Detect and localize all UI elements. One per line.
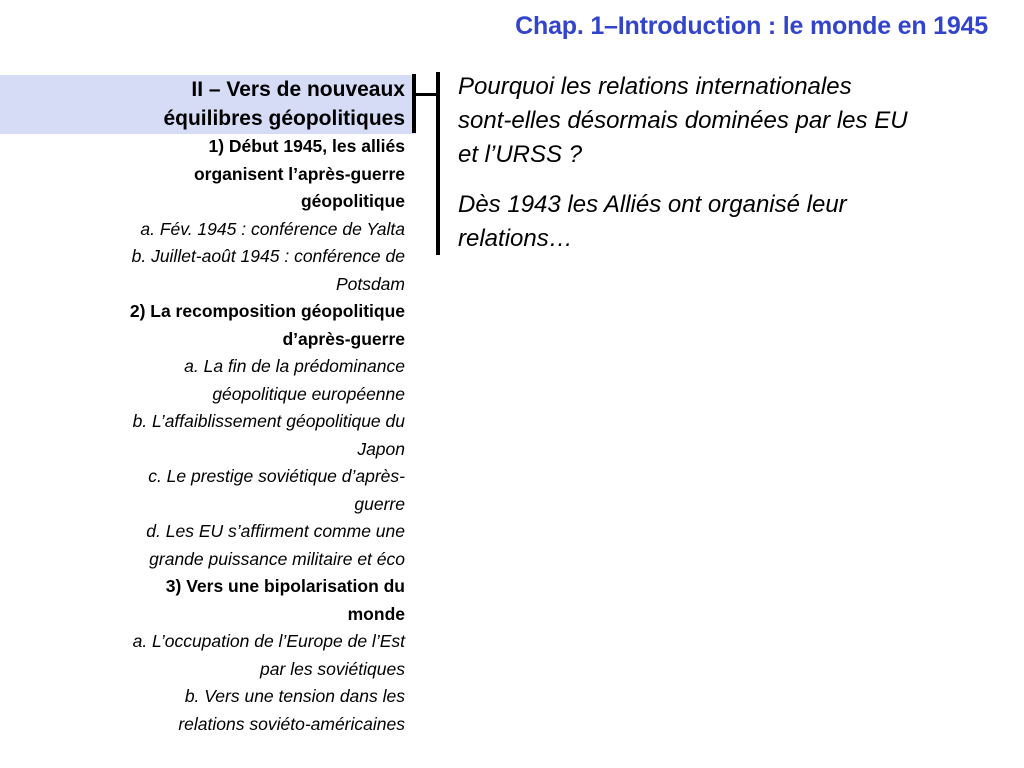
outline-section-line: 3) Vers une bipolarisation du [165, 576, 405, 596]
outline-subitem-line: Japon [357, 438, 405, 459]
outline-subitem-line: a. L’occupation de l’Europe de l’Est [132, 631, 405, 651]
question-line-1: Pourquoi les relations internationales [458, 73, 852, 100]
outline-subitem-line: relations soviéto-américaines [178, 713, 405, 734]
outline-subitem-line: a. La fin de la prédominance [184, 356, 405, 376]
outline-subitem-line: a. Fév. 1945 : conférence de Yalta [140, 218, 405, 239]
outline-subitem-line: grande puissance militaire et éco [149, 548, 405, 569]
question-line-2: sont-elles désormais dominées par les EU [458, 107, 908, 134]
outline-section-line: 2) La recomposition géopolitique [129, 301, 405, 321]
outline-section-line: monde [347, 603, 405, 624]
outline-section-line: organisent l’après-guerre [193, 163, 405, 184]
title-bar [0, 0, 1024, 58]
outline-subitem-line: guerre [354, 493, 405, 514]
outline-heading-line-1: II – Vers de nouveaux [191, 78, 405, 101]
outline-subitem-line: b. Vers une tension dans les [184, 686, 405, 706]
bracket-right-bar [436, 72, 440, 255]
outline-section-line: d’après-guerre [282, 328, 405, 349]
outline-section-line: géopolitique [300, 191, 405, 211]
outline-heading-line-2: équilibres géopolitiques [163, 107, 405, 130]
outline-subitem-line: b. L’affaiblissement géopolitique du [132, 411, 405, 431]
slide-title: Chap. 1–Introduction : le monde en 1945 [515, 12, 988, 40]
outline-subitem-line: c. Le prestige soviétique d’après- [148, 466, 405, 486]
outline-subitem-line: d. Les EU s’affirment comme une [146, 521, 405, 541]
answer-line-2: relations… [458, 225, 573, 252]
outline-section-line: 1) Début 1945, les alliés [208, 136, 405, 156]
question-text [458, 70, 1003, 172]
chapter-outline [0, 75, 405, 738]
outline-subitem-line: Potsdam [335, 273, 405, 294]
outline-subitem-line: par les soviétiques [260, 658, 405, 679]
outline-lines [0, 133, 405, 738]
outline-subitem-line: géopolitique européenne [212, 383, 405, 404]
bracket-left-bar [412, 74, 416, 133]
outline-subitem-line: b. Juillet-août 1945 : conférence de [131, 246, 405, 266]
answer-line-1: Dès 1943 les Alliés ont organisé leur [458, 191, 847, 218]
slide-content [458, 70, 1003, 272]
answer-text [458, 188, 1003, 256]
question-line-3: et l’URSS ? [458, 141, 583, 168]
